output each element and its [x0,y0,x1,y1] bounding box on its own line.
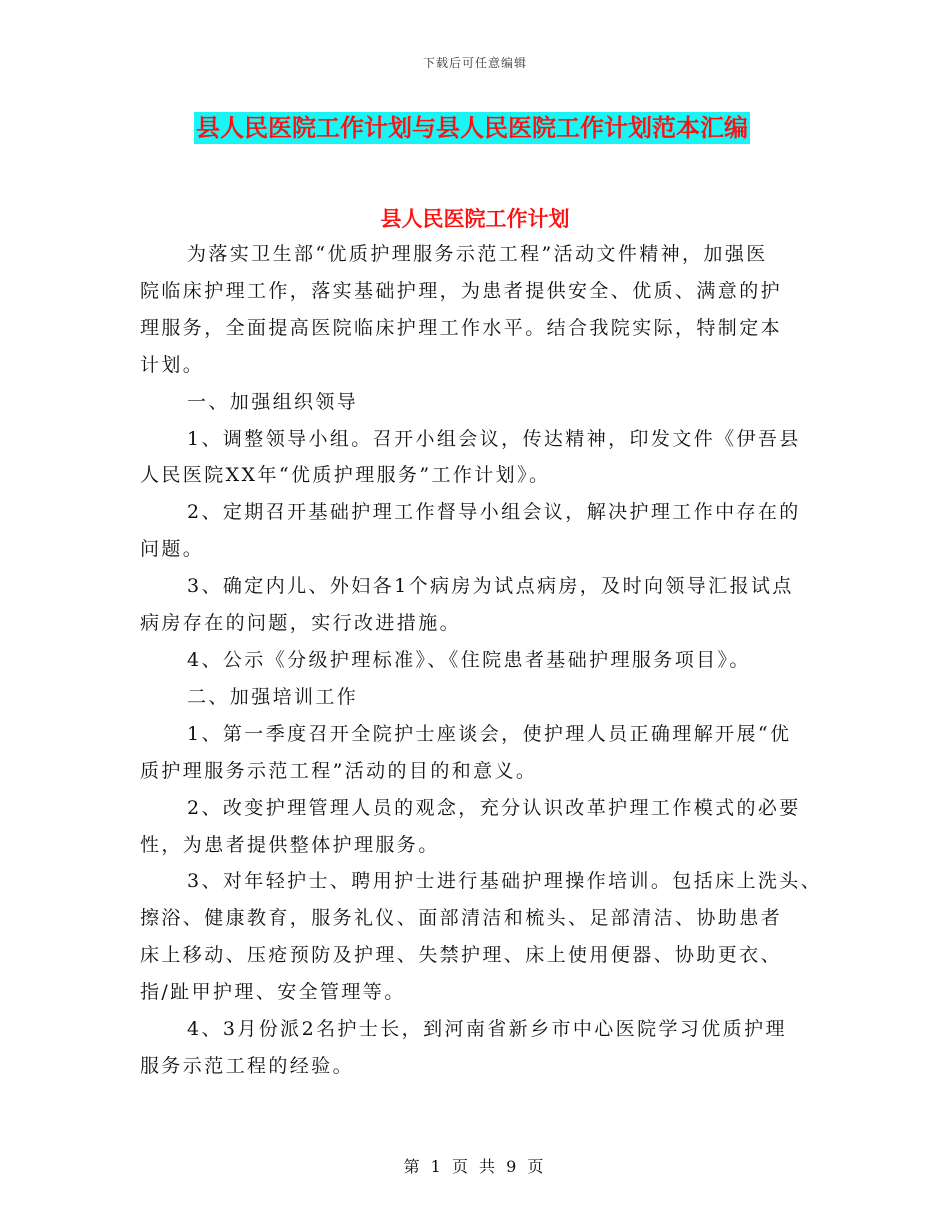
paragraph-item [140,421,830,495]
text-line: 2、定期召开基础护理工作督导小组会议，解决护理工作中存在的 [187,501,801,524]
header-note: 下载后可任意编辑 [422,56,527,70]
paragraph-item [140,494,830,568]
text-line: 一、加强组织领导 [187,390,359,413]
text-line: 擦浴、健康教育，服务礼仪、面部清洁和梳头、足部清洁、协助患者 [140,907,783,930]
paragraph-item [140,568,830,642]
text-line: 二、加强培训工作 [187,685,359,708]
text-line: 1、调整领导小组。召开小组会议，传达精神，印发文件《伊吾县 [187,427,801,450]
section-title: 县人民医院工作计划 [380,207,570,231]
text-line: 床上移动、压疮预防及护理、失禁护理、床上使用便器、协助更衣、 [140,944,783,967]
text-line: 3、确定内儿、外妇各1个病房为试点病房，及时向领导汇报试点 [187,575,794,598]
text-line: 3、对年轻护士、聘用护士进行基础护理操作培训。包括床上洗头、 [187,870,823,893]
heading-training [140,679,830,716]
text-line: 服务示范工程的经验。 [140,1054,355,1077]
text-line: 1、第一季度召开全院护士座谈会，使护理人员正确理解开展“优 [187,722,792,745]
paragraph-intro [140,236,830,384]
text-line: 质护理服务示范工程”活动的目的和意义。 [140,759,538,782]
text-line: 4、公示《分级护理标准》、《住院患者基础护理服务项目》。 [187,648,751,671]
paragraph-item [140,716,830,790]
page-footer: 第 1 页 共 9 页 [403,1157,547,1176]
text-line: 性，为患者提供整体护理服务。 [140,833,440,856]
text-line: 4、3月份派2名护士长，到河南省新乡市中心医院学习优质护理 [187,1018,787,1041]
paragraph-item [140,863,830,1011]
document-title: 县人民医院工作计划与县人民医院工作计划范本汇编 [196,114,748,142]
document-body [140,236,830,1085]
paragraph-item [140,1011,830,1085]
text-line: 理服务，全面提高医院临床护理工作水平。结合我院实际，特制定本 [140,316,783,339]
text-line: 计划。 [140,353,205,376]
paragraph-item [140,642,830,679]
text-line: 院临床护理工作，落实基础护理，为患者提供安全、优质、满意的护 [140,279,783,302]
heading-organization [140,384,830,421]
text-line: 问题。 [140,538,205,561]
text-line: 为落实卫生部“优质护理服务示范工程”活动文件精神，加强医 [187,243,768,265]
text-line: 指/趾甲护理、安全管理等。 [140,981,406,1004]
text-line: 2、改变护理管理人员的观念，充分认识改革护理工作模式的必要 [187,796,801,819]
text-line: 病房存在的问题，实行改进措施。 [140,612,462,635]
text-line: 人民医院XX年“优质护理服务”工作计划》。 [140,464,551,487]
paragraph-item [140,790,830,864]
